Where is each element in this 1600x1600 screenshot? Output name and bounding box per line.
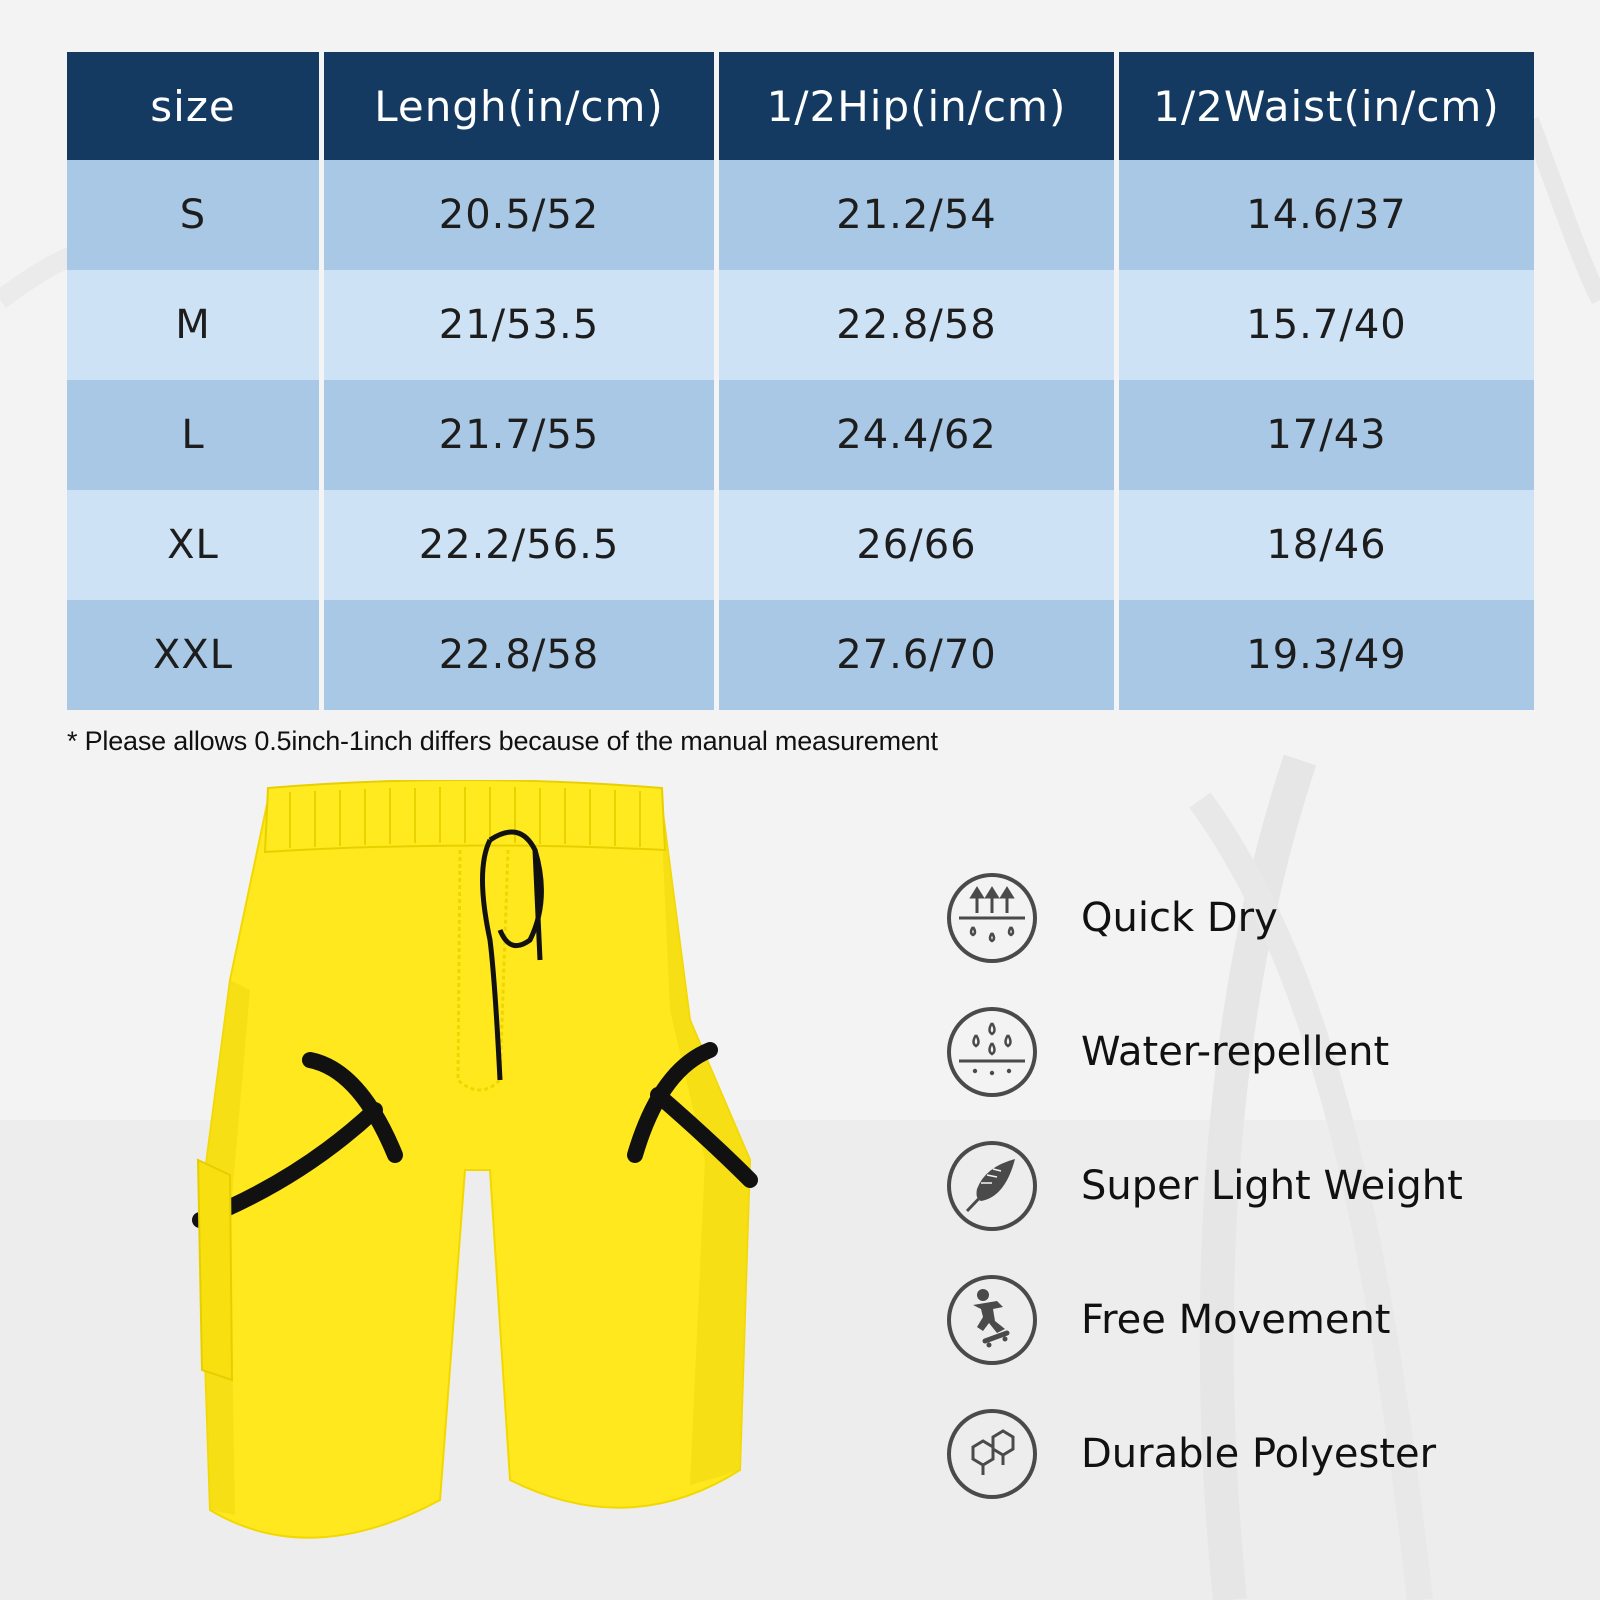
hexagon-molecule-icon <box>945 1407 1039 1501</box>
cell-length: 22.8/58 <box>324 600 719 710</box>
feature-label: Quick Dry <box>1081 895 1278 941</box>
feature-label: Free Movement <box>1081 1297 1391 1343</box>
feature-quick-dry <box>945 870 1585 966</box>
cell-hip: 21.2/54 <box>719 160 1119 270</box>
feature-label: Water-repellent <box>1081 1029 1390 1075</box>
cell-length: 21.7/55 <box>324 380 719 490</box>
header-half-waist: 1/2Waist(in/cm) <box>1119 52 1534 160</box>
table-row <box>67 490 1534 600</box>
header-length: Lengh(in/cm) <box>324 52 719 160</box>
cell-hip: 27.6/70 <box>719 600 1119 710</box>
header-size: size <box>67 52 324 160</box>
measurement-note: * Please allows 0.5inch-1inch differs because of the manual measurement <box>67 726 938 756</box>
cell-waist: 19.3/49 <box>1119 600 1534 710</box>
cell-waist: 18/46 <box>1119 490 1534 600</box>
feature-label: Durable Polyester <box>1081 1431 1437 1477</box>
size-chart-table <box>67 52 1534 710</box>
feature-water-repellent <box>945 1004 1585 1100</box>
header-half-hip: 1/2Hip(in/cm) <box>719 52 1119 160</box>
quick-dry-icon <box>945 871 1039 965</box>
feather-icon <box>945 1139 1039 1233</box>
cell-size: S <box>67 160 324 270</box>
water-drops-icon <box>945 1005 1039 1099</box>
table-header-row <box>67 52 1534 160</box>
cell-waist: 14.6/37 <box>1119 160 1534 270</box>
cell-waist: 15.7/40 <box>1119 270 1534 380</box>
cell-size: M <box>67 270 324 380</box>
table-row <box>67 270 1534 380</box>
feature-free-movement <box>945 1272 1585 1368</box>
cell-size: XL <box>67 490 324 600</box>
table-row <box>67 600 1534 710</box>
cell-size: XXL <box>67 600 324 710</box>
yellow-shorts-image <box>190 780 770 1570</box>
cell-length: 21/53.5 <box>324 270 719 380</box>
feature-light-weight <box>945 1138 1585 1234</box>
cell-length: 22.2/56.5 <box>324 490 719 600</box>
feature-label: Super Light Weight <box>1081 1163 1463 1209</box>
table-row <box>67 160 1534 270</box>
cell-hip: 24.4/62 <box>719 380 1119 490</box>
cell-length: 20.5/52 <box>324 160 719 270</box>
cell-hip: 26/66 <box>719 490 1119 600</box>
cell-waist: 17/43 <box>1119 380 1534 490</box>
cell-size: L <box>67 380 324 490</box>
feature-durable-polyester <box>945 1406 1585 1502</box>
skater-icon <box>945 1273 1039 1367</box>
cell-hip: 22.8/58 <box>719 270 1119 380</box>
table-row <box>67 380 1534 490</box>
